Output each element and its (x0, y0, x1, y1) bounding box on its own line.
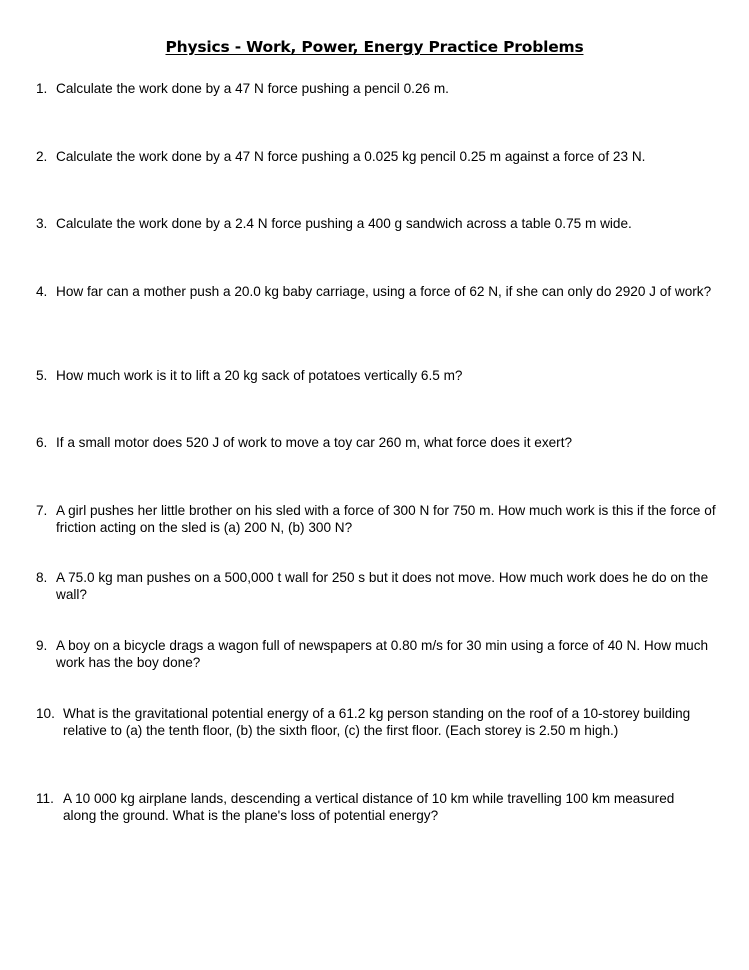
question-text: How far can a mother push a 20.0 kg baby carriage, using a force of 62 N, if she can only do 2920 J of work? (56, 284, 712, 299)
question-text: Calculate the work done by a 47 N force pushing a 0.025 kg pencil 0.25 m against a force of 23 N. (56, 149, 646, 164)
question-number: 7. (36, 503, 48, 518)
question-text: Calculate the work done by a 47 N force pushing a pencil 0.26 m. (56, 81, 449, 96)
question-number: 6. (36, 435, 48, 450)
question-number: 8. (36, 570, 48, 585)
question-text: A girl pushes her little brother on his sled with a force of 300 N for 750 m. How much work is this if the force of friction acting on the sled is (a) 200 N, (b) 300 N? (56, 503, 716, 535)
question-number: 11. (36, 791, 54, 806)
question-number: 2. (36, 149, 48, 164)
question-text: How much work is it to lift a 20 kg sack of potatoes vertically 6.5 m? (56, 368, 463, 383)
question-number: 1. (36, 81, 48, 96)
question-number: 5. (36, 368, 48, 383)
question-text: A boy on a bicycle drags a wagon full of newspapers at 0.80 m/s for 30 min using a force of 40 N. How much work has the boy done? (56, 638, 709, 670)
question-text: A 10 000 kg airplane lands, descending a vertical distance of 10 km while travelling 100 km measured along the ground. What is the plane's loss of potential energy? (63, 791, 675, 823)
question-number: 10. (36, 706, 55, 721)
question-text: If a small motor does 520 J of work to move a toy car 260 m, what force does it exert? (56, 435, 573, 450)
question-text: What is the gravitational potential energy of a 61.2 kg person standing on the roof of a 10-storey building relative to (a) the tenth floor, (b) the sixth floor, (c) the first floor. (Each storey is 2.50 m high.) (63, 706, 691, 738)
page-title: Physics - Work, Power, Energy Practice Problems (165, 38, 584, 56)
question-text: Calculate the work done by a 2.4 N force pushing a 400 g sandwich across a table 0.75 m wide. (56, 216, 632, 231)
question-number: 4. (36, 284, 48, 299)
question-number: 9. (36, 638, 48, 653)
question-number: 3. (36, 216, 48, 231)
question-text: A 75.0 kg man pushes on a 500,000 t wall for 250 s but it does not move. How much work does he do on the wall? (56, 570, 709, 602)
